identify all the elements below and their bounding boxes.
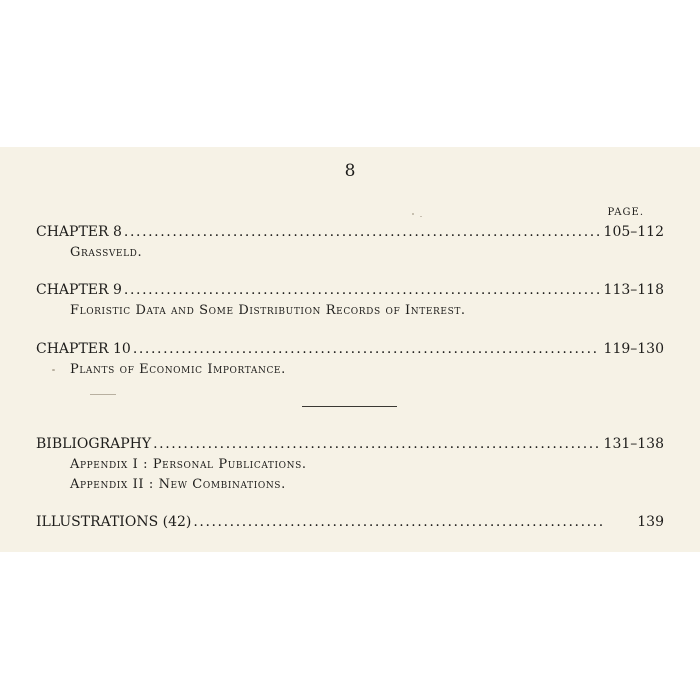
toc-entry-chapter-10 bbox=[36, 340, 664, 380]
paper-speck bbox=[412, 213, 414, 215]
dot-leader bbox=[193, 513, 604, 531]
page-number: 8 bbox=[344, 161, 356, 181]
toc-entry-title: CHAPTER 8 bbox=[36, 224, 122, 240]
document-page bbox=[0, 147, 700, 552]
toc-entry-chapter-8 bbox=[36, 223, 664, 263]
toc-entry-pages: 105–112 bbox=[603, 224, 664, 240]
toc-entry-subtitle: Grassveld. bbox=[70, 245, 143, 260]
toc-entry-title: CHAPTER 10 bbox=[36, 341, 131, 357]
dot-leader bbox=[124, 223, 600, 241]
paper-speck bbox=[90, 394, 116, 395]
toc-entry-pages: 139 bbox=[637, 514, 664, 530]
section-divider bbox=[302, 406, 397, 407]
toc-entry-illustrations bbox=[36, 513, 664, 531]
page-column-label: PAGE. bbox=[607, 207, 644, 218]
toc-entry-subtitle: Plants of Economic Importance. bbox=[70, 362, 286, 377]
toc-entry-subtitle: Floristic Data and Some Distribution Records of Interest. bbox=[70, 303, 466, 318]
toc-entry-title: BIBLIOGRAPHY bbox=[36, 436, 152, 452]
dot-leader bbox=[153, 435, 599, 453]
paper-speck bbox=[420, 216, 422, 217]
toc-entry-title: CHAPTER 9 bbox=[36, 282, 122, 298]
toc-entry-bibliography bbox=[36, 435, 664, 495]
toc-entry-chapter-9 bbox=[36, 281, 664, 321]
toc-entry-title: ILLUSTRATIONS (42) bbox=[36, 514, 192, 530]
toc-entry-pages: 113–118 bbox=[603, 282, 664, 298]
toc-entry-pages: 119–130 bbox=[603, 341, 664, 357]
dot-leader bbox=[133, 340, 600, 358]
paper-speck bbox=[52, 369, 55, 371]
toc-entry-pages: 131–138 bbox=[603, 436, 664, 452]
toc-entry-subtitle: Appendix II : New Combinations. bbox=[70, 477, 286, 492]
toc-entry-subtitle: Appendix I : Personal Publications. bbox=[70, 457, 307, 472]
dot-leader bbox=[124, 281, 600, 299]
